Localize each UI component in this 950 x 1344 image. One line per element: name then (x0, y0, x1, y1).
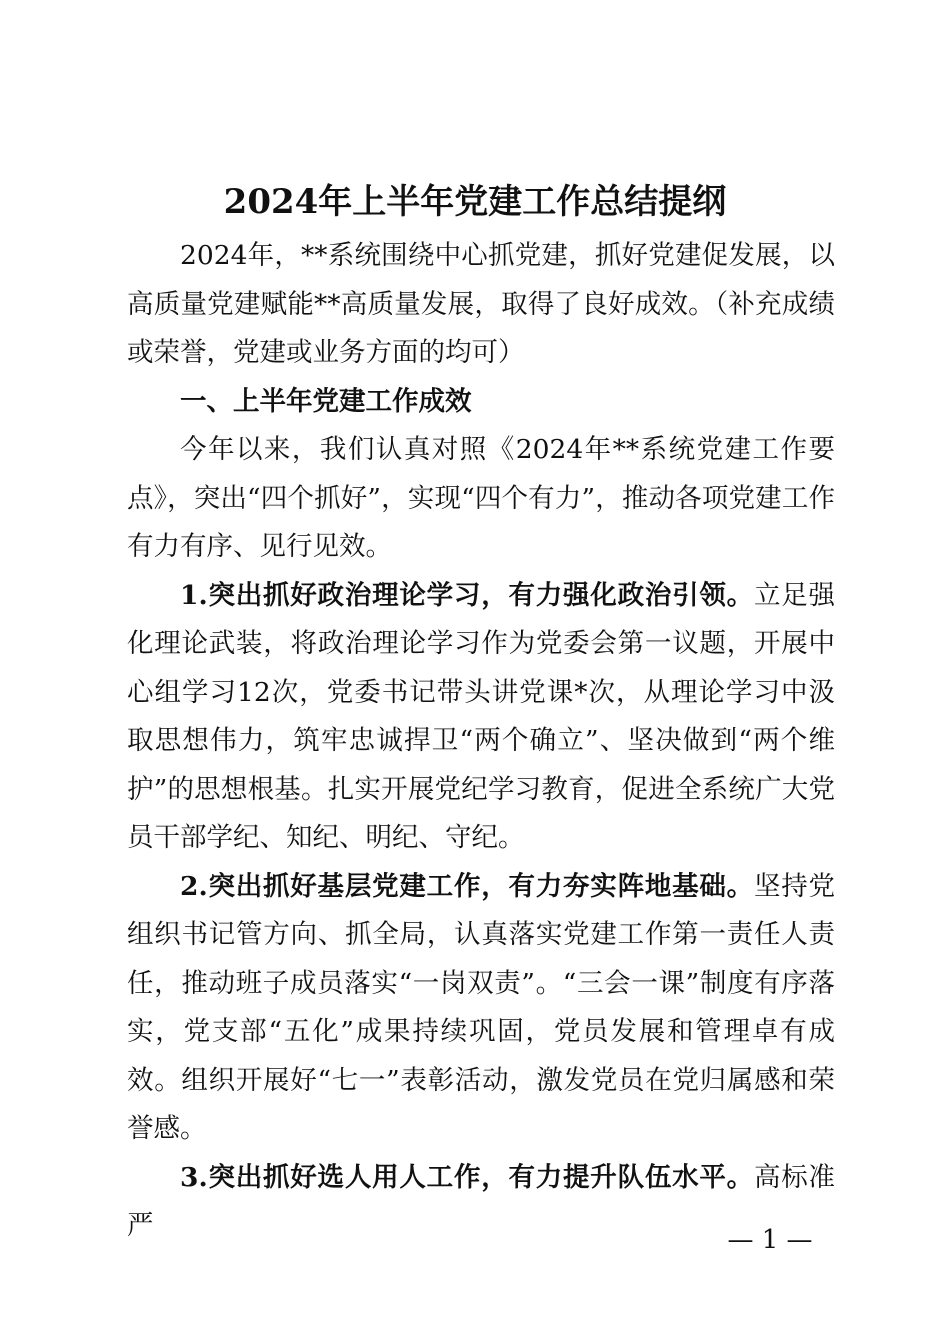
item-lead-2: 2.突出抓好基层党建工作，有力夯实阵地基础。 (180, 870, 754, 902)
item-lead-1: 1.突出抓好政治理论学习，有力强化政治引领。 (180, 579, 754, 611)
item-paragraph-1 (127, 572, 835, 863)
section-heading: 一、上半年党建工作成效 (180, 385, 472, 417)
item-text-1: 立足强化理论武装，将政治理论学习作为党委会第一议题，开展中心组学习12次，党委书记带头讲党课*次，从理论学习中汲取思想伟力，筑牢忠诚捍卫“两个确立”、坚决做到“两个维护”的思想根基。扎实开展党纪学习教育，促进全系统广大党员干部学纪、知纪、明纪、守纪。 (127, 579, 836, 853)
item-text-3: 高标准严 (127, 1161, 836, 1241)
item-text-2: 坚持党组织书记管方向、抓全局，认真落实党建工作第一责任人责任，推动班子成员落实“一岗双责”。“三会一课”制度有序落实，党支部“五化”成果持续巩固，党员发展和管理卓有成效。组织开展好“七一”表彰活动，激发党员在党归属感和荣誉感。 (127, 870, 836, 1144)
document-body (127, 232, 835, 1251)
document-title: 2024年上半年党建工作总结提纲 (223, 182, 727, 222)
section-intro-paragraph: 今年以来，我们认真对照《2024年**系统党建工作要点》，突出“四个抓好”，实现“四个有力”，推动各项党建工作有力有序、见行见效。 (127, 434, 835, 562)
item-lead-3: 3.突出抓好选人用人工作，有力提升队伍水平。 (180, 1161, 754, 1193)
page-number: — 1 — (727, 1225, 813, 1255)
intro-paragraph: 2024年，**系统围绕中心抓党建，抓好党建促发展，以高质量党建赋能**高质量发展，取得了良好成效。（补充成绩或荣誉，党建或业务方面的均可） (127, 240, 835, 368)
item-paragraph-2 (127, 863, 835, 1154)
